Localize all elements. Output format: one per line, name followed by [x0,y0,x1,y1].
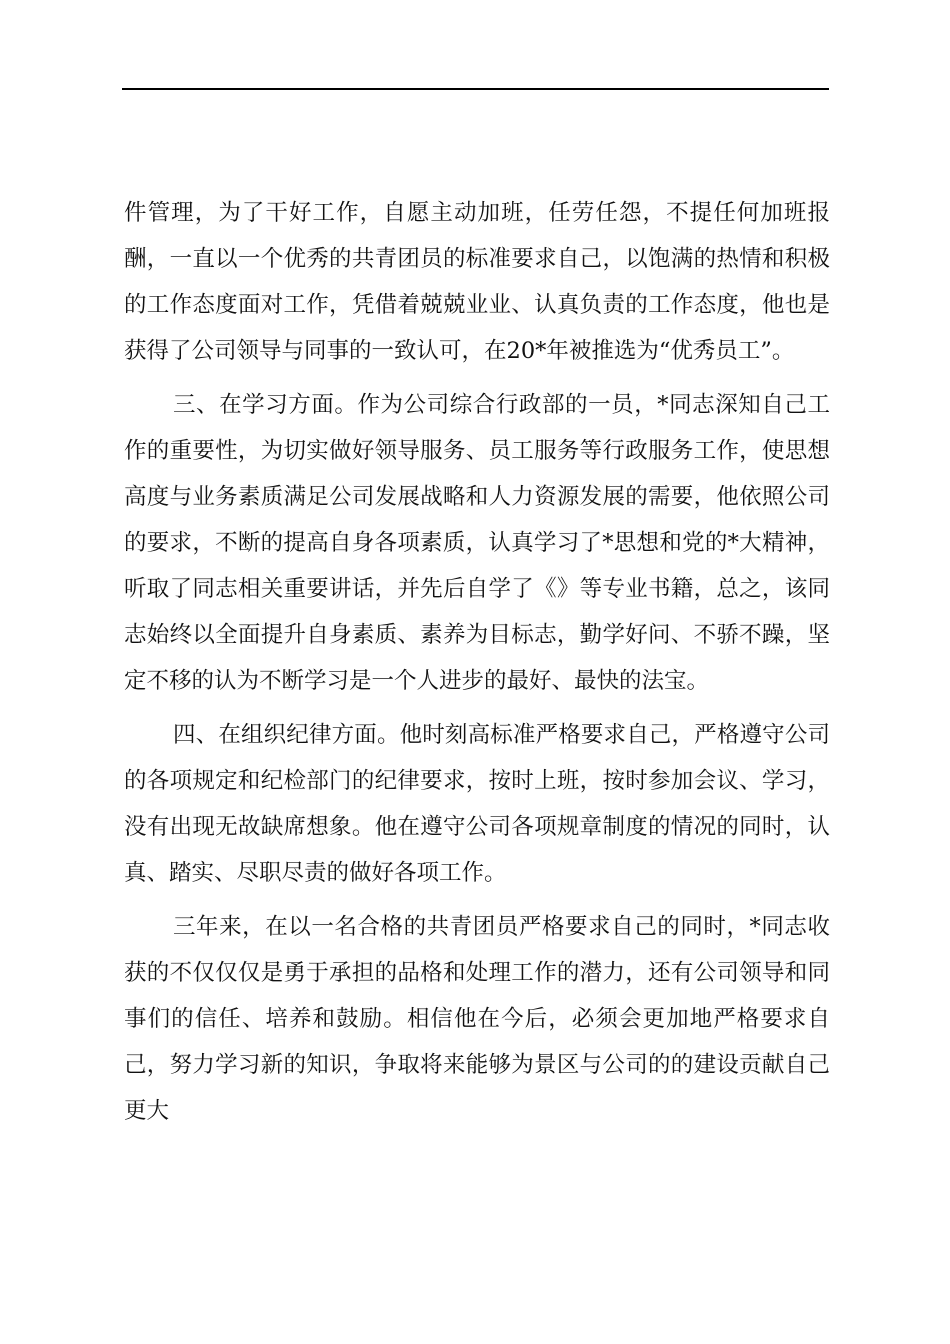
paragraph-discipline: 四、在组织纪律方面。他时刻高标准严格要求自己，严格遵守公司的各项规定和纪检部门的纪律要求，按时上班，按时参加会议、学习，没有出现无故缺席想象。他在遵守公司各项规章制度的情况的同时，认真、踏实、尽职尽责的做好各项工作。 [124,722,830,886]
paragraph-summary: 三年来，在以一名合格的共青团员严格要求自己的同时，*同志收获的不仅仅仅是勇于承担的品格和处理工作的潜力，还有公司领导和同事们的信任、培养和鼓励。相信他在今后，必须会更加地严格要求自己，努力学习新的知识，争取将来能够为景区与公司的的建设贡献自己更大 [124,914,830,1124]
header-rule [122,88,829,90]
document-body [124,190,830,1142]
paragraph-continuation: 件管理，为了干好工作，自愿主动加班，任劳任怨，不提任何加班报酬，一直以一个优秀的共青团员的标准要求自己，以饱满的热情和积极的工作态度面对工作，凭借着兢兢业业、认真负责的工作态度，他也是获得了公司领导与同事的一致认可，在20*年被推选为“优秀员工”。 [124,200,830,364]
paragraph-study: 三、在学习方面。作为公司综合行政部的一员，*同志深知自己工作的重要性，为切实做好领导服务、员工服务等行政服务工作，使思想高度与业务素质满足公司发展战略和人力资源发展的需要，他依照公司的要求，不断的提高自身各项素质，认真学习了*思想和党的*大精神，听取了同志相关重要讲话，并先后自学了《》等专业书籍，总之，该同志始终以全面提升自身素质、素养为目标志，勤学好问、不骄不躁，坚定不移的认为不断学习是一个人进步的最好、最快的法宝。 [124,392,830,694]
